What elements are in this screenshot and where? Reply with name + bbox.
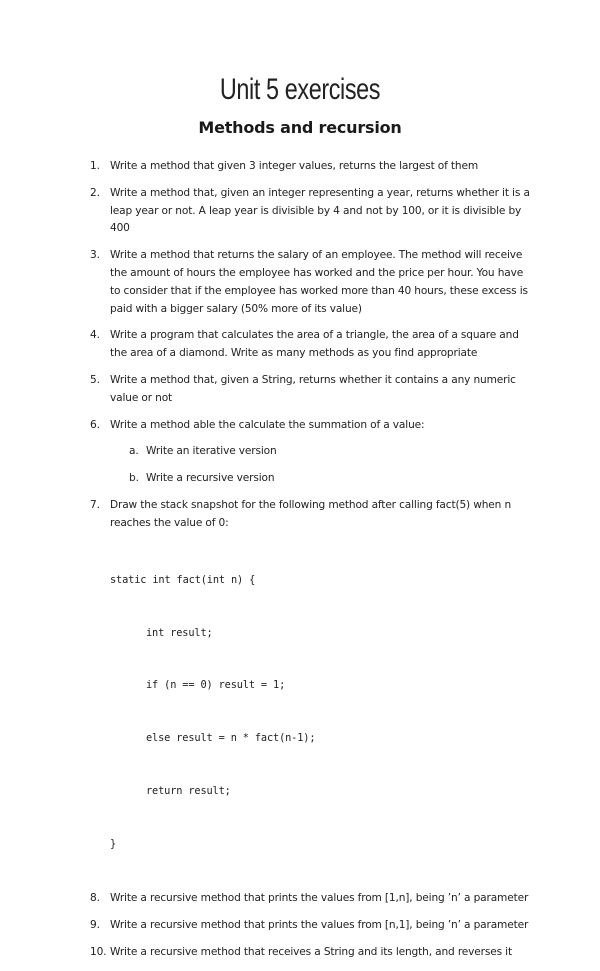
exercise-item-1	[90, 158, 530, 176]
exercise-number: 3.	[90, 249, 100, 262]
exercise-text: Write a recursive method that prints the values from [1,n], being ’n’ a parameter	[110, 892, 529, 905]
exercise-item-7	[90, 497, 530, 888]
subitem-b	[110, 470, 530, 488]
exercise-text: Write a method that returns the salary of an employee. The method will receive the amount of hours the employee has worked and the price per hour. You have to consider that if the employee has worked more than 40 hours, these excess is paid with a bigger salary (50% more of its value)	[110, 249, 528, 315]
subitem-a	[110, 443, 530, 461]
exercise-list	[90, 158, 530, 971]
exercise-item-6	[90, 417, 530, 488]
exercise-number: 9.	[90, 919, 100, 932]
exercise-item-4	[90, 327, 530, 363]
code-line: }	[110, 837, 117, 850]
exercise-number: 1.	[90, 160, 100, 172]
exercise-number: 5.	[90, 373, 100, 386]
exercise-sublist	[110, 443, 530, 488]
exercise-item-2	[90, 185, 530, 238]
exercise-number: 2.	[90, 186, 100, 199]
exercise-text: Write a recursive method that prints the values from [n,1], being ’n’ a parameter	[110, 919, 529, 932]
document-subtitle: Methods and recursion	[198, 118, 402, 137]
subitem-letter: a.	[129, 445, 139, 458]
subitem-text: Write an iterative version	[146, 445, 277, 458]
document-title: Unit 5 exercises	[219, 73, 381, 106]
code-line: if (n == 0) result = 1;	[146, 679, 286, 692]
exercise-text: Write a method that given 3 integer values, returns the largest of them	[110, 160, 479, 172]
exercise-text: Write a recursive method that receives a String and its length, and reverses it	[110, 946, 512, 959]
exercise-number: 8.	[90, 892, 100, 905]
exercise-text: Write a method that, given a String, returns whether it contains a any numeric value or not	[110, 373, 516, 404]
exercise-item-3	[90, 247, 530, 318]
exercise-number: 6.	[90, 418, 100, 431]
code-line: int result;	[146, 626, 213, 639]
exercise-text: Draw the stack snapshot for the following method after calling fact(5) when n reaches the value of 0:	[110, 498, 512, 529]
exercise-item-5	[90, 372, 530, 408]
exercise-number: 4.	[90, 329, 100, 342]
exercise-text: Write a method that, given an integer representing a year, returns whether it is a leap year or not. A leap year is divisible by 4 and not by 100, or it is divisible by 400	[110, 186, 530, 235]
exercise-number: 7.	[90, 498, 100, 511]
code-line: return result;	[146, 784, 231, 797]
exercise-item-9	[90, 917, 530, 935]
exercise-item-8	[90, 890, 530, 908]
code-block	[110, 537, 530, 889]
code-line: else result = n * fact(n-1);	[146, 732, 316, 745]
code-line: static int fact(int n) {	[110, 573, 256, 586]
subitem-letter: b.	[129, 472, 139, 485]
exercise-text: Write a method able the calculate the summation of a value:	[110, 418, 425, 431]
exercise-number: 10.	[90, 946, 107, 959]
exercise-item-10	[90, 944, 530, 962]
exercise-text: Write a program that calculates the area of a triangle, the area of a square and the area of a diamond. Write as many methods as you find appropriate	[110, 329, 519, 360]
subitem-text: Write a recursive version	[146, 472, 275, 485]
